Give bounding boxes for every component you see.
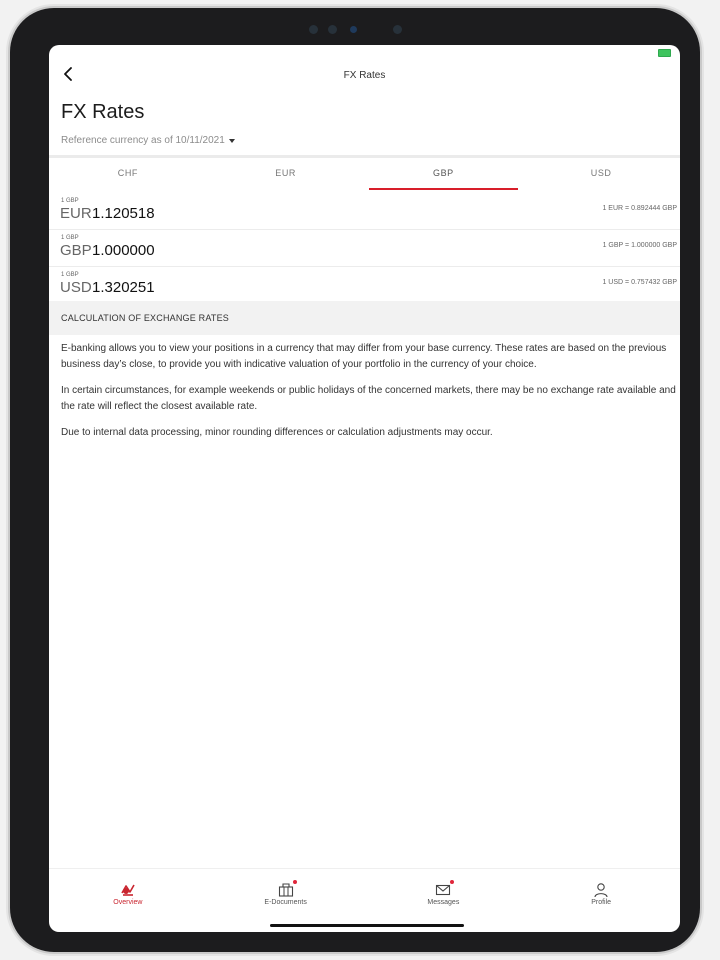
rate-value: 1.120518: [92, 205, 155, 222]
rate-row-usd: [49, 267, 680, 303]
calculation-heading: CALCULATION OF EXCHANGE RATES: [49, 301, 680, 335]
nav-title: FX Rates: [343, 70, 386, 81]
tablet-frame: [10, 8, 700, 952]
profile-icon: [593, 882, 609, 898]
rate-unit: 1 GBP: [61, 198, 79, 204]
rate-currency: EUR: [60, 205, 92, 222]
rate-conversion: 1 GBP = 1.000000 GBP: [602, 242, 677, 249]
notification-dot: [293, 880, 297, 884]
tab-profile[interactable]: [522, 869, 680, 932]
reference-currency-label: Reference currency as of 10/11/2021: [61, 135, 225, 146]
tab-chf[interactable]: CHF: [117, 168, 139, 178]
reference-currency-dropdown[interactable]: [61, 135, 235, 146]
tab-e-documents[interactable]: [207, 869, 365, 932]
tab-profile-label: Profile: [591, 899, 612, 906]
notification-dot: [450, 880, 454, 884]
tab-overview[interactable]: [49, 869, 207, 932]
tab-messages-label: Messages: [427, 899, 460, 906]
camera-icon: [350, 26, 357, 33]
tab-eur[interactable]: EUR: [275, 168, 297, 178]
rate-row-gbp: [49, 230, 680, 267]
rate-unit: 1 GBP: [61, 272, 79, 278]
app-screen: [49, 45, 680, 932]
tab-gbp[interactable]: GBP: [365, 158, 523, 190]
messages-icon: [435, 882, 451, 898]
rate-row-eur: [49, 193, 680, 230]
rate-conversion: 1 EUR = 0.892444 GBP: [602, 205, 677, 212]
tab-overview-label: Overview: [113, 899, 143, 906]
info-paragraph: In certain circumstances, for example weekends or public holidays of the concerned markets, there may be no exchange rate available and the rate will reflect the closest available rate.: [61, 385, 676, 412]
rates-list: [49, 193, 680, 303]
rate-conversion: 1 USD = 0.757432 GBP: [602, 279, 677, 286]
sensor-icon: [309, 25, 318, 34]
rate-value: 1.320251: [92, 279, 155, 296]
rate-currency: USD: [60, 279, 92, 296]
page-title: FX Rates: [61, 101, 145, 123]
tab-usd[interactable]: USD: [590, 168, 612, 178]
sensor-icon: [393, 25, 402, 34]
info-paragraph: Due to internal data processing, minor rounding differences or calculation adjustments may occur.: [61, 427, 493, 438]
home-indicator[interactable]: [270, 924, 464, 927]
bottom-tab-bar: [49, 868, 680, 932]
tab-e-documents-label: E-Documents: [264, 899, 307, 906]
rate-value: 1.000000: [92, 242, 155, 259]
rate-currency: GBP: [60, 242, 92, 259]
camera-bar: [10, 25, 700, 35]
navigation-bar: [49, 45, 680, 103]
caret-down-icon: [229, 139, 235, 143]
overview-icon: [120, 882, 136, 898]
sensor-icon: [328, 25, 337, 34]
calculation-info: [61, 341, 676, 451]
currency-tabs: [49, 158, 680, 190]
tab-messages[interactable]: [365, 869, 523, 932]
e-documents-icon: [278, 882, 294, 898]
info-paragraph: E-banking allows you to view your positions in a currency that may differ from your base currency. These rates are based on the previous business day’s close, to provide you with indicative valuation of your portfolio in the currency of your choice.: [61, 343, 667, 370]
rate-unit: 1 GBP: [61, 235, 79, 241]
